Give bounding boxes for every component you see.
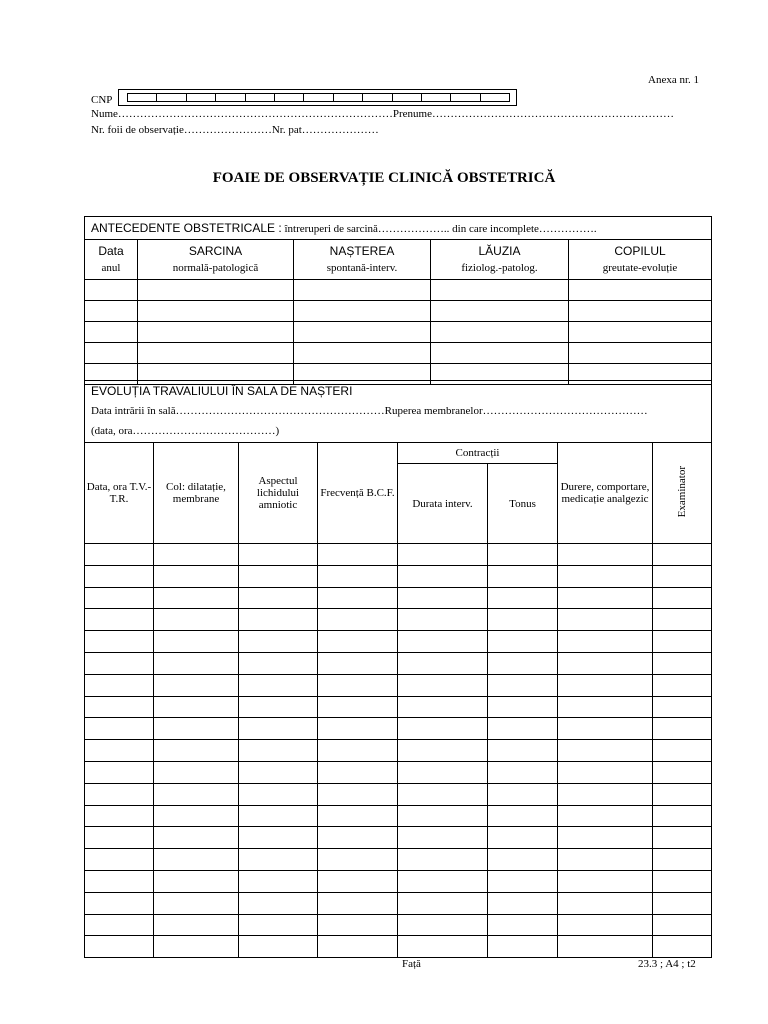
table-row — [85, 631, 712, 653]
table-cell[interactable] — [431, 322, 569, 343]
table-cell[interactable] — [653, 783, 712, 805]
table-cell[interactable] — [488, 609, 558, 631]
table-cell[interactable] — [398, 609, 488, 631]
table-cell[interactable] — [239, 805, 318, 827]
table-row — [85, 652, 712, 674]
table-cell[interactable] — [653, 609, 712, 631]
table-cell[interactable] — [398, 674, 488, 696]
table-cell[interactable] — [653, 565, 712, 587]
table-cell[interactable] — [653, 914, 712, 936]
table-cell[interactable] — [558, 609, 653, 631]
table-cell[interactable] — [488, 565, 558, 587]
table-row — [85, 892, 712, 914]
table-cell[interactable] — [239, 936, 318, 958]
table-cell[interactable] — [558, 587, 653, 609]
table-cell[interactable] — [653, 849, 712, 871]
table-cell[interactable] — [318, 740, 398, 762]
table-cell[interactable] — [398, 936, 488, 958]
cnp-digit-cell[interactable] — [481, 94, 509, 101]
table-row — [85, 322, 712, 343]
col-contractii: Contracții — [398, 443, 558, 464]
cnp-digit-cell[interactable] — [246, 94, 275, 101]
table-cell[interactable] — [653, 936, 712, 958]
table-cell[interactable] — [154, 849, 239, 871]
table-cell[interactable] — [398, 652, 488, 674]
table-cell[interactable] — [569, 301, 712, 322]
annex-number: Anexa nr. 1 — [648, 74, 700, 86]
table-cell[interactable] — [85, 322, 138, 343]
table-cell[interactable] — [318, 870, 398, 892]
table-cell[interactable] — [239, 652, 318, 674]
table-cell[interactable] — [85, 565, 154, 587]
table-cell[interactable] — [85, 827, 154, 849]
evolutia-table — [84, 380, 712, 958]
table-row — [85, 280, 712, 301]
col-data-ora: Data, ora T.V.-T.R. — [85, 443, 154, 544]
table-cell[interactable] — [398, 783, 488, 805]
table-cell[interactable] — [558, 827, 653, 849]
table-cell[interactable] — [398, 696, 488, 718]
table-cell[interactable] — [85, 783, 154, 805]
table-cell[interactable] — [154, 631, 239, 653]
table-cell[interactable] — [488, 740, 558, 762]
table-cell[interactable] — [398, 892, 488, 914]
table-row — [85, 783, 712, 805]
table-cell[interactable] — [239, 740, 318, 762]
table-cell[interactable] — [154, 587, 239, 609]
table-cell[interactable] — [154, 696, 239, 718]
table-cell[interactable] — [558, 674, 653, 696]
table-cell[interactable] — [318, 652, 398, 674]
table-cell[interactable] — [154, 674, 239, 696]
table-cell[interactable] — [85, 805, 154, 827]
cnp-label: CNP — [91, 94, 113, 106]
table-cell[interactable] — [239, 696, 318, 718]
table-cell[interactable] — [653, 827, 712, 849]
table-cell[interactable] — [239, 718, 318, 740]
table-row — [85, 301, 712, 322]
table-cell[interactable] — [398, 805, 488, 827]
table-cell[interactable] — [488, 914, 558, 936]
table-cell[interactable] — [558, 783, 653, 805]
table-cell[interactable] — [239, 631, 318, 653]
table-cell[interactable] — [318, 805, 398, 827]
table-cell[interactable] — [558, 652, 653, 674]
table-cell[interactable] — [398, 914, 488, 936]
table-row — [85, 849, 712, 871]
form-code: 23.3 ; A4 ; t2 — [638, 958, 696, 970]
file-number-line: Nr. foii de observație……………………Nr. pat………………… — [91, 124, 379, 136]
table-row — [85, 343, 712, 364]
table-cell[interactable] — [318, 718, 398, 740]
table-cell[interactable] — [138, 343, 294, 364]
table-cell[interactable] — [398, 544, 488, 566]
table-cell[interactable] — [488, 936, 558, 958]
table-cell[interactable] — [488, 587, 558, 609]
table-row — [85, 565, 712, 587]
table-cell[interactable] — [85, 609, 154, 631]
cnp-digit-cell[interactable] — [451, 94, 480, 101]
table-cell[interactable] — [653, 587, 712, 609]
table-cell[interactable] — [398, 718, 488, 740]
table-cell[interactable] — [294, 301, 431, 322]
table-cell[interactable] — [85, 936, 154, 958]
table-cell[interactable] — [488, 761, 558, 783]
date-hour-line: (data, ora…………………………………) — [85, 421, 712, 443]
cnp-digit-cell[interactable] — [422, 94, 451, 101]
table-row — [85, 936, 712, 958]
table-cell[interactable] — [154, 783, 239, 805]
table-cell[interactable] — [558, 805, 653, 827]
table-cell[interactable] — [154, 718, 239, 740]
table-cell[interactable] — [85, 280, 138, 301]
table-cell[interactable] — [85, 849, 154, 871]
col-nasterea: NAȘTEREA spontană-interv. — [294, 240, 431, 280]
table-cell[interactable] — [239, 892, 318, 914]
table-cell[interactable] — [488, 849, 558, 871]
table-cell[interactable] — [318, 892, 398, 914]
table-cell[interactable] — [154, 740, 239, 762]
table-row — [85, 805, 712, 827]
table-cell[interactable] — [85, 343, 138, 364]
table-cell[interactable] — [154, 805, 239, 827]
table-cell[interactable] — [85, 652, 154, 674]
table-cell[interactable] — [488, 892, 558, 914]
table-cell[interactable] — [488, 696, 558, 718]
table-cell[interactable] — [398, 827, 488, 849]
col-tonus: Tonus — [488, 464, 558, 544]
table-row — [85, 587, 712, 609]
table-cell[interactable] — [398, 587, 488, 609]
table-cell[interactable] — [488, 652, 558, 674]
table-cell[interactable] — [488, 827, 558, 849]
table-cell[interactable] — [154, 609, 239, 631]
table-cell[interactable] — [398, 761, 488, 783]
table-cell[interactable] — [239, 870, 318, 892]
table-cell[interactable] — [85, 301, 138, 322]
table-cell[interactable] — [318, 674, 398, 696]
table-row — [85, 696, 712, 718]
table-cell[interactable] — [318, 849, 398, 871]
table-cell[interactable] — [558, 718, 653, 740]
admission-line: Data intrării în sală…………………………………………………Ruperea membranelor……………………………………… — [85, 401, 712, 421]
table-cell[interactable] — [294, 322, 431, 343]
table-cell[interactable] — [85, 914, 154, 936]
table-cell[interactable] — [239, 674, 318, 696]
cnp-digit-cell[interactable] — [363, 94, 392, 101]
table-cell[interactable] — [558, 914, 653, 936]
table-cell[interactable] — [318, 761, 398, 783]
table-cell[interactable] — [154, 870, 239, 892]
cnp-digit-cell[interactable] — [334, 94, 363, 101]
table-cell[interactable] — [431, 343, 569, 364]
table-row — [85, 718, 712, 740]
table-cell[interactable] — [569, 280, 712, 301]
table-row — [85, 674, 712, 696]
table-row — [85, 544, 712, 566]
page-side-label: Față — [402, 958, 421, 970]
table-cell[interactable] — [653, 805, 712, 827]
col-data-anul: Data anul — [85, 240, 138, 280]
page-title: FOAIE DE OBSERVAȚIE CLINICĂ OBSTETRICĂ — [212, 170, 556, 186]
col-dilatatie: Col: dilatație, membrane — [154, 443, 239, 544]
table-cell[interactable] — [569, 322, 712, 343]
table-cell[interactable] — [653, 718, 712, 740]
table-row — [85, 827, 712, 849]
table-cell[interactable] — [294, 343, 431, 364]
cnp-digit-cell[interactable] — [304, 94, 333, 101]
table-row — [85, 870, 712, 892]
table-cell[interactable] — [398, 565, 488, 587]
table-cell[interactable] — [653, 631, 712, 653]
cnp-digit-cell[interactable] — [128, 94, 157, 101]
table-cell[interactable] — [318, 631, 398, 653]
table-cell[interactable] — [318, 696, 398, 718]
table-cell[interactable] — [488, 544, 558, 566]
cnp-digit-cell[interactable] — [393, 94, 422, 101]
evolutia-title: EVOLUȚIA TRAVALIULUI ÎN SALA DE NAȘTERI — [85, 381, 712, 401]
table-cell[interactable] — [138, 301, 294, 322]
cnp-field[interactable] — [118, 89, 517, 106]
table-cell[interactable] — [239, 761, 318, 783]
table-cell[interactable] — [154, 936, 239, 958]
table-cell[interactable] — [558, 870, 653, 892]
table-cell[interactable] — [85, 892, 154, 914]
cnp-digit-cell[interactable] — [187, 94, 216, 101]
antecedente-header: ANTECEDENTE OBSTETRICALE : întreruperi de sarcină……………….. din care incomplete……………. — [85, 217, 712, 240]
table-row — [85, 740, 712, 762]
table-cell[interactable] — [154, 544, 239, 566]
table-cell[interactable] — [398, 740, 488, 762]
table-cell[interactable] — [558, 761, 653, 783]
table-cell[interactable] — [154, 761, 239, 783]
table-cell[interactable] — [318, 587, 398, 609]
col-durata-interv: Durata interv. — [398, 464, 488, 544]
table-cell[interactable] — [558, 849, 653, 871]
col-aspect-lichid: Aspectul lichidului amniotic — [239, 443, 318, 544]
table-cell[interactable] — [239, 565, 318, 587]
table-cell[interactable] — [653, 870, 712, 892]
table-cell[interactable] — [558, 892, 653, 914]
table-cell[interactable] — [318, 565, 398, 587]
antecedente-table — [84, 216, 712, 385]
table-cell[interactable] — [85, 740, 154, 762]
table-cell[interactable] — [239, 587, 318, 609]
table-cell[interactable] — [653, 740, 712, 762]
table-cell[interactable] — [154, 827, 239, 849]
table-cell[interactable] — [398, 870, 488, 892]
table-cell[interactable] — [154, 652, 239, 674]
table-cell[interactable] — [431, 301, 569, 322]
cnp-digit-cell[interactable] — [157, 94, 186, 101]
table-cell[interactable] — [318, 936, 398, 958]
table-cell[interactable] — [154, 565, 239, 587]
table-cell[interactable] — [85, 718, 154, 740]
table-cell[interactable] — [488, 674, 558, 696]
table-cell[interactable] — [653, 761, 712, 783]
table-cell[interactable] — [653, 674, 712, 696]
table-cell[interactable] — [85, 761, 154, 783]
table-cell[interactable] — [239, 609, 318, 631]
col-examinator: Examinator — [653, 443, 712, 544]
cnp-cells — [127, 93, 510, 102]
table-cell[interactable] — [558, 696, 653, 718]
table-cell[interactable] — [653, 652, 712, 674]
col-durere: Durere, comportare, medicație analgezic — [558, 443, 653, 544]
table-cell[interactable] — [318, 827, 398, 849]
table-cell[interactable] — [154, 892, 239, 914]
table-cell[interactable] — [488, 805, 558, 827]
table-cell[interactable] — [85, 544, 154, 566]
table-cell[interactable] — [653, 696, 712, 718]
table-cell[interactable] — [558, 565, 653, 587]
table-row — [85, 609, 712, 631]
col-sarcina: SARCINA normală-patologică — [138, 240, 294, 280]
table-cell[interactable] — [138, 280, 294, 301]
table-cell[interactable] — [558, 936, 653, 958]
table-cell[interactable] — [653, 544, 712, 566]
table-cell[interactable] — [488, 870, 558, 892]
table-cell[interactable] — [239, 783, 318, 805]
table-cell[interactable] — [85, 631, 154, 653]
table-cell[interactable] — [239, 849, 318, 871]
cnp-digit-cell[interactable] — [275, 94, 304, 101]
table-row — [85, 914, 712, 936]
table-cell[interactable] — [85, 696, 154, 718]
table-cell[interactable] — [239, 914, 318, 936]
col-frecventa-bcf: Frecvență B.C.F. — [318, 443, 398, 544]
table-cell[interactable] — [431, 280, 569, 301]
table-cell[interactable] — [239, 827, 318, 849]
table-cell[interactable] — [318, 783, 398, 805]
table-cell[interactable] — [239, 544, 318, 566]
table-cell[interactable] — [318, 609, 398, 631]
table-cell[interactable] — [488, 631, 558, 653]
cnp-digit-cell[interactable] — [216, 94, 245, 101]
table-cell[interactable] — [318, 544, 398, 566]
table-cell[interactable] — [85, 587, 154, 609]
table-cell[interactable] — [85, 674, 154, 696]
table-cell[interactable] — [398, 849, 488, 871]
table-cell[interactable] — [558, 631, 653, 653]
table-cell[interactable] — [558, 544, 653, 566]
table-cell[interactable] — [318, 914, 398, 936]
table-cell[interactable] — [85, 870, 154, 892]
table-cell[interactable] — [138, 322, 294, 343]
table-cell[interactable] — [558, 740, 653, 762]
table-cell[interactable] — [488, 783, 558, 805]
table-row — [85, 761, 712, 783]
name-line: Nume…………………………………………………………………Prenume………………………………………………………… — [91, 108, 674, 120]
col-copilul: COPILUL greutate-evoluție — [569, 240, 712, 280]
col-lauzia: LĂUZIA fiziolog.-patolog. — [431, 240, 569, 280]
table-cell[interactable] — [488, 718, 558, 740]
table-cell[interactable] — [653, 892, 712, 914]
table-cell[interactable] — [569, 343, 712, 364]
table-cell[interactable] — [294, 280, 431, 301]
table-cell[interactable] — [154, 914, 239, 936]
table-cell[interactable] — [398, 631, 488, 653]
